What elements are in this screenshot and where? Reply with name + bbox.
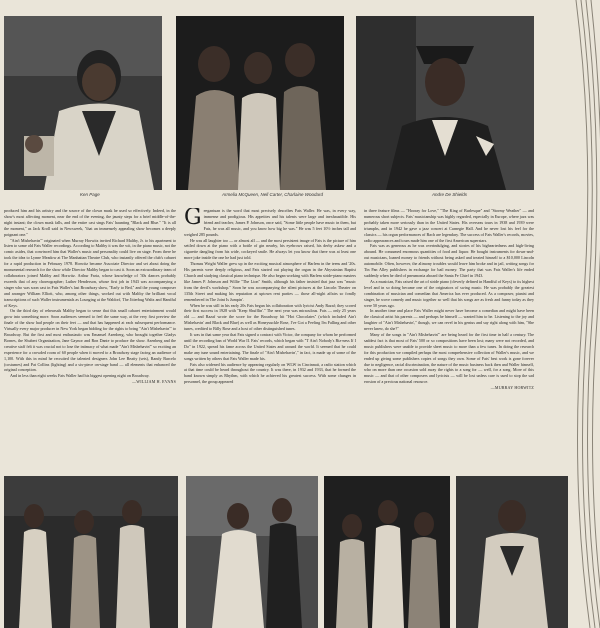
col3-paragraph-4: In another time and place Fats Waller might never have become a comedian and might have been the classical artist his parents — and perhaps he himself — wanted him to be. Listening to the joy and laughter of "Ain't Misbehavin'," though, we can revel in his genius and say right along with him, "She never knew, do she?" [364, 308, 534, 332]
photo-bottom-1 [4, 476, 178, 628]
col2-paragraph-4: When he was still in his early 20s Fats began his collaboration with lyricist Andy Razaf; they scored their first success in 1928 with "Keep Shufflin'." The next year was miraculous. Fats — only 25 years old — and Razaf wrote the score for the Broadway hit "Hot Chocolates" (which included Ain't Misbehavin' and Black and Blue) as well as Honeysuckle Rose, I've Got a Feeling I'm Falling and other tunes, credited to Billy Rose and a host of other distinguished tunes. [184, 302, 356, 332]
photo-trio [176, 16, 344, 190]
photo-andre-image [356, 16, 534, 190]
col1-signature: —WILLIAM H. EVANS [132, 379, 176, 385]
col3-paragraph-1: in three feature films — "Hooray for Love," "The King of Burlesque" and "Stormy Weather" — and numerous short subjects. Fats' musicianship was highly regarded, especially in Europe, where jazz was probably taken more seriously than in the United States. His overseas tours in 1938 and 1939 were triumphs, and in 1942 he gave a jazz concert at Carnegie Hall. And he never lost his feel for the classics — his organ performances of Bach are legendary. The success of Fats Waller's records, movies, radio appearances and tours made him one of the first American superstars. [364, 208, 534, 243]
col2-paragraph-1-text: eegantuan is the word that most precisely describes Fats Waller. He was, in every way, immense and prodigious. His appetites and his talents were large and inexhaustible. His friend and teacher, James P. Johnson, once said, "Some little people have music in them, but Fats, he was all music, and you know how big he was." He was 5 feet 10½ inches tall and weighed 285 pounds. [184, 208, 356, 237]
col1-paragraph-1: produced him and his artistry and the source of the clown mask he used so effectively. Indeed, in the show's most affecting moment, near the end of the evening, the jaunty steps for a brief middle-of-the-night instant; the clown mask falls, and the entire cast sings Fats' haunting "Black and Blue." "It is all the moment," as Jack Kroll said in Newsweek, "that an immensely appealing show becomes a deeply poignant one." [4, 208, 176, 237]
photo-ken-page-image [4, 16, 162, 190]
photo-trio-image [176, 16, 344, 190]
text-column-1 [4, 208, 176, 470]
col2-paragraph-5: It was in that same year that Fats signed a contract with Victor, the company for whom he performed until the recording ban of World War II. Fats' records, which began with "T Ain't Nobody's Biz-ness If I Do" in 1922, spread his fame across the United States and around the world. It seemed that he could make any tune sound entertaining. The finale of "Ain't Misbehavin'," in fact, is made up of some of the songs written by others that Fats Waller made his. [184, 332, 356, 361]
caption-photo1: Ken Page [80, 192, 100, 197]
col2-paragraph-1 [184, 208, 356, 238]
col3-paragraph-5: Many of the songs in "Ain't Misbehavin'" are being heard for the first time in half a century. The saddest fact is that most of Fats' 500 or so compositions have been lost; many were not recorded, and music publishers were unable to provide sheet music to more than a few tunes. In doing the research for this production we compiled perhaps the most comprehensive collection of Waller's music, and we ended up giving some publishers copies of songs they own. Some of Fats' best work is gone forever due to negligence, racial discrimination, the nature of the music business back then and Waller himself, who on more than one occasion sold away the rights to a song for — well, for a song. More of this music — and that of other composers and lyricists — will be lost unless care is used to stop the sad erosion of a precious national resource. [364, 332, 534, 385]
drop-cap: G [184, 208, 202, 230]
col1-paragraph-3: On the third day of rehearsals Maltby began to sense that this small cabaret entertainment would grow into something more. Soon audiences seemed to feel the same way, at the very first preview the finale of the show had people on their feet — and that has happened at each subsequent performance. Virtually every major producer in New York began bidding for the rights to bring "Ain't Misbehavin'" to Broadway. But the first and most enthusiastic was Emanuel Azenberg, who brought together Gladys Bornes, the Shubert Organization, Jane Gaynor and Ron Dante to produce the show. Azenberg and the creative staff felt it was crucial not to lose the intimacy of what made "Ain't Misbehavin'" so exciting an experience for a crowded room of 60 people when it moved to a Broadway stage facing an audience of 1,100. With this in mind he recruited the talented designers John Lee Beatty (sets), Randy Barcelo (costumes) and Pat Collins (lighting) and a six-piece on-stage band — all elements that enhanced the original conception. [4, 308, 176, 373]
text-column-2 [184, 208, 356, 470]
photo-bottom-4-image [456, 476, 568, 628]
photo-bottom-3-image [324, 476, 450, 628]
text-column-3 [364, 208, 534, 470]
photo-andre-de-shields [356, 16, 534, 190]
photo-ken-page [4, 16, 162, 190]
col2-paragraph-6: Fats also widened his audience by appearing regularly on WLW in Cincinnati, a radio station which at that time could be heard throughout the country. It was there, in 1932 and 1933, that he formed the band known simply as Rhythm, with which he achieved his greatest success. With some changes in personnel, the group appeared [184, 361, 356, 385]
caption-photo2: Armelia McQueen, Nell Carter, Charlaine Woodard [222, 192, 324, 197]
col3-paragraph-2: Fats was as generous as he was overindulging, and stories of his bigheartedness and high-living abound. He consumed enormous quantities of food and liquor. He bought instruments for down-and-out musicians, loaned money to friends without being asked and treated himself to a $10,000 Lincoln automobile. Often, however, the alimony troubles would leave him broke and in jail, writing songs for Tin Pan Alley publishers in exchange for bail money. The party that was Fats Waller's life ended suddenly when he died of pneumonia aboard the Santa Fe Chief in 1943. [364, 243, 534, 278]
photo-bottom-3 [324, 476, 450, 628]
photo-bottom-2-image [186, 476, 318, 628]
photo-bottom-2 [186, 476, 318, 628]
decorative-swirl-border [572, 0, 600, 628]
photo-bottom-1-image [4, 476, 178, 628]
caption-photo3: Andre De Shields [432, 192, 468, 197]
col2-paragraph-3: Thomas Wright Waller grew up in the exciting musical atmosphere of Harlem in the teens and '20s. His parents were deeply religious, and Fats started out playing the organ in the Abyssinian Baptist Church and studying classical piano technique. He also began working with Harlem stride-piano masters like James P. Johnson and Willie "The Lion" Smith, although his father insisted that jazz was "music from the devil's workshop." Soon he was accompanying the silent pictures at the Lincoln Theater on 135th Street and making his reputation at uptown rent parties — those all-night affairs so fondly remembered in The Joint Is Jumpin'. [184, 261, 356, 302]
col1-paragraph-2: "Ain't Misbehavin'" originated when Murray Horwitz invited Richard Maltby, Jr. to his apartment to listen to some old Fats Waller recordings. According to Maltby it was the wit, in the piano music, not the comic asides, that convinced him that Waller's music and personality could live on stage. From there he took the idea to Lynne Meadow at The Manhattan Theatre Club, who instantly offered the club's cabaret for a rapid production in February 1978. Horwitz became Associate Director and set about doing the monumental research for the show while Director Maltby began to cast it. Soon an extraordinary team of collaborators joined Maltby and Horwitz. Arthur Faria, whose knowledge of '30s dances probably exceeds that of any choreographer; Luther Henderson, whose first job in 1943 was accompanying a singer who was soon cast in Fats Waller's last Broadway show, "Early to Bed," and the young composer and arranger William Elliott, who, among other things, worked out with Maltby the brilliant vocal transcriptions of such Waller instrumentals as Lounging at the Waldorf, The Jitterbug Waltz and Handful of Keys. [4, 237, 176, 308]
col2-paragraph-2: He was all laughter too — or almost all — and the most persistent image of Fats is the picture of him settled down at the piano with a bottle of gin nearby, his eyebrows raised, his derby askew and a cigarette dangling from his wide, cockeyed smile. He always let you know that there was at least one more joke inside the one he had just told. [184, 237, 356, 261]
swirl-lines [572, 0, 600, 628]
col1-paragraph-4: And in less than eight weeks Fats Waller had his biggest opening night on Broadway. [10, 373, 150, 379]
photo-bottom-4 [456, 476, 568, 628]
col3-signature: —MURRAY HORWITZ [490, 385, 534, 391]
col3-paragraph-3: As a musician, Fats raised the art of stride piano (cleverly defined in Handful of Keys) to its highest level and in so doing became one of the originators of swing music. He was probably the greatest combination of musician and comedian that America has ever produced. As a composer, pianist and singer, he wove comedy and music together so well that his songs are as fresh and funny today as they were 50 years ago. [364, 278, 534, 308]
